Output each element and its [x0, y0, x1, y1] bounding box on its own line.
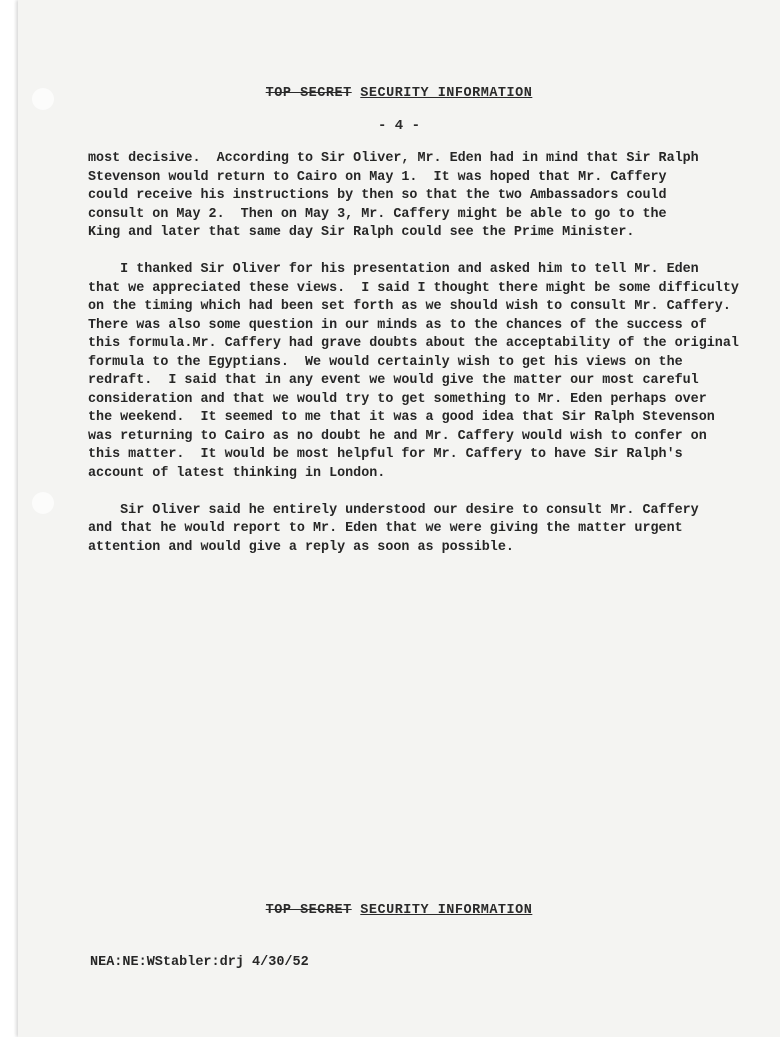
text-line: could receive his instructions by then so that the two Ambassadors could — [88, 188, 667, 203]
document-page — [18, 0, 780, 1037]
text-line: the weekend. It seemed to me that it was a good idea that Sir Ralph Stevenson — [88, 410, 715, 425]
text-line: most decisive. According to Sir Oliver, Mr. Eden had in mind that Sir Ralph — [88, 151, 699, 166]
punch-hole-mark — [32, 492, 54, 514]
paragraph — [88, 150, 748, 243]
text-line: formula to the Egyptians. We would certainly wish to get his views on the — [88, 354, 683, 370]
text-line: account of latest thinking in London. — [88, 465, 386, 481]
scan-margin — [0, 0, 18, 1037]
text-line: Stevenson would return to Cairo on May 1. It was hoped that Mr. Caffery — [88, 169, 667, 185]
text-line: and that he would report to Mr. Eden that we were giving the matter urgent — [88, 521, 683, 536]
text-line: consult on May 2. Then on May 3, Mr. Caffery might be able to go to the — [88, 206, 667, 222]
text-line: Sir Oliver said he entirely understood our desire to consult Mr. Caffery — [88, 502, 699, 518]
classification-struck-text: TOP SECRET — [265, 86, 352, 101]
text-line: was returning to Cairo as no doubt he and Mr. Caffery would wish to confer on — [88, 428, 707, 444]
paragraph — [88, 502, 748, 558]
classification-text: SECURITY INFORMATION — [360, 86, 533, 101]
memo-body — [88, 150, 748, 576]
classification-footer — [18, 903, 780, 918]
text-line: on the timing which had been set forth as we should wish to consult Mr. Caffery. — [88, 299, 731, 314]
paragraph — [88, 261, 748, 483]
text-line: consideration and that we would try to get something to Mr. Eden perhaps over — [88, 391, 707, 407]
text-line: King and later that same day Sir Ralph could see the Prime Minister. — [88, 225, 635, 240]
text-line: There was also some question in our minds as to the chances of the success of — [88, 317, 707, 333]
classification-struck-text: TOP SECRET — [265, 903, 352, 918]
classification-header — [18, 86, 780, 101]
text-line: redraft. I said that in any event we would give the matter our most careful — [88, 373, 699, 388]
text-line: that we appreciated these views. I said I thought there might be some difficulty — [88, 280, 739, 296]
classification-text: SECURITY INFORMATION — [360, 903, 533, 918]
page-number: - 4 - — [377, 118, 420, 134]
text-line: attention and would give a reply as soon as possible. — [88, 539, 514, 555]
text-line: I thanked Sir Oliver for his presentation and asked him to tell Mr. Eden — [88, 262, 699, 277]
reference-initials: NEA:NE:WStabler:drj 4/30/52 — [90, 955, 309, 970]
text-line: this formula.Mr. Caffery had grave doubts about the acceptability of the original — [88, 336, 739, 351]
text-line: this matter. It would be most helpful for Mr. Caffery to have Sir Ralph's — [88, 447, 683, 462]
